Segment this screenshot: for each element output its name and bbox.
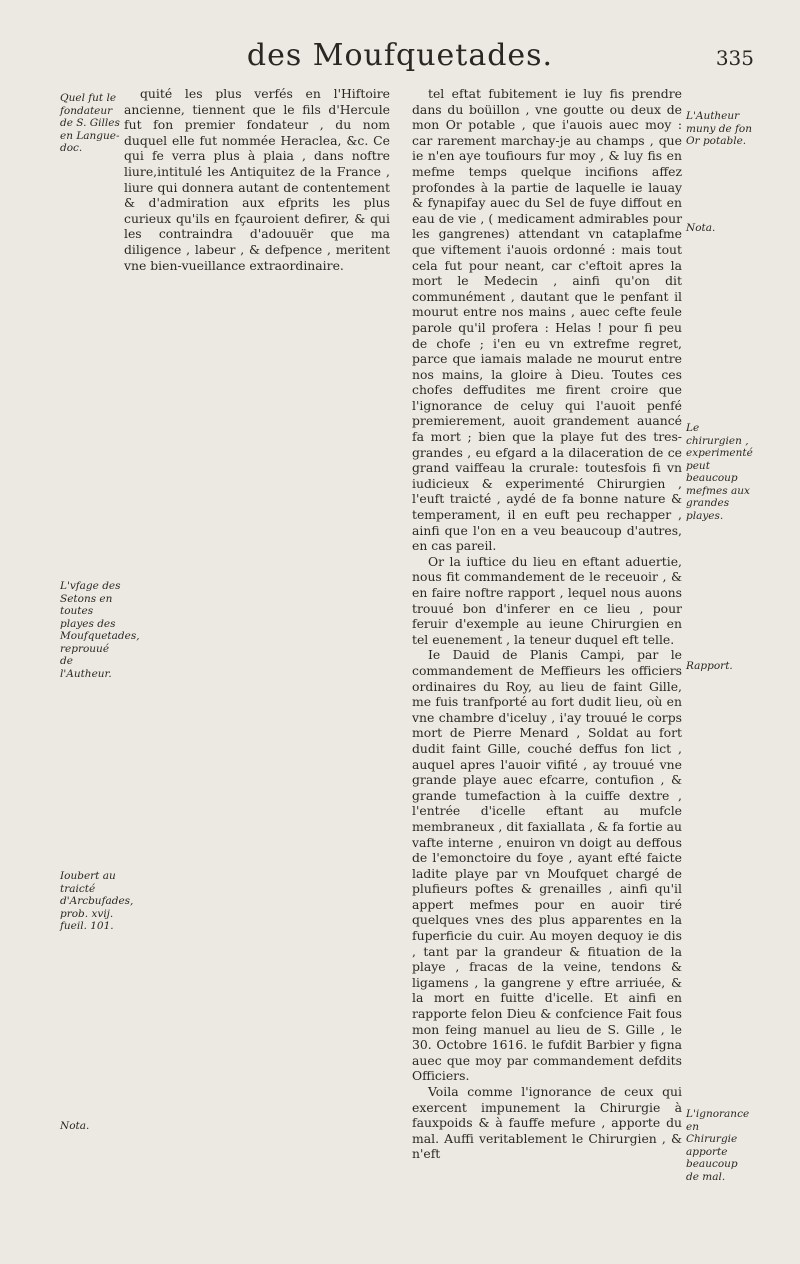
right-paragraph-3: Ie Dauid de Planis Campi, par le commandement de Meffieurs les officiers ordinaires du Roy, au lieu de faint Gille, me fuis tranfporté au fort dudit lieu, où en vne chambre d'iceluy , i'ay trouué le corps mort de Pierre Menard , Soldat au fort dudit faint Gille, couché deffus fon lict , auquel apres l'auoir vifité , ay trouué vne grande playe auec efcarre, contufion , & grande tumefaction à la cuiffe dextre , l'entrée d'icelle eftant au mufcle membraneux , dit faxiallata , & fa fortie au vafte interne , enuiron vn doigt au deffous de l'emonctoire du foye , ayant efté faicte ladite playe par vn Moufquet chargé de plufieurs poftes & grenailles , ainfi qu'il appert mefmes pour en auoir tiré quelques vnes des plus apparentes en la fuperficie du cuir. Au moyen dequoy ie dis , tant par la grandeur & fituation de la playe , fracas de la veine, tendons & ligamens , la gangrene y eftre arriuée, & la mort en fuitte d'icelle. Et ainfi en rapporte felon Dieu & confcience Fait fous mon feing manuel au lieu de S. Gille , le 30. Octobre 1616. le fufdit Barbier y figna auec que moy par commandement defdits Officiers. [412,647,682,1084]
margin-note-ignorance: L'ignorance en Chirurgie apporte beaucoup de mal. [686,1108,750,1183]
margin-note-nota-right: Nota. [686,222,716,234]
page-header [0,38,800,88]
page-number: 335 [715,46,754,70]
margin-note-chirurgien: Le chirurgien , experimenté peut beaucoup mefmes aux grandes playes. [686,422,753,522]
margin-note-setons: L'vfage des Setons en toutes playes des Moufquetades, reprouué de l'Autheur. [60,580,140,680]
left-column [124,86,390,273]
right-paragraph-2: Or la iuftice du lieu en eftant aduertie, nous fit commandement de le receuoir , & en faire noftre rapport , lequel nous auons trouué bon d'inferer en ce lieu , pour feruir d'exemple au ieune Chirurgien en tel euenement , la teneur duquel eft telle. [412,553,682,647]
margin-note-or-potable: L'Autheur muny de fon Or potable. [686,110,752,147]
running-title: des Moufquetades. [246,38,554,73]
margin-note-rapport: Rapport. [686,660,733,672]
margin-note-nota-left: Nota. [60,1120,90,1132]
left-paragraph-1: quité les plus verfés en l'Hiftoire ancienne, tiennent que le fils d'Hercule fut fon premier fondateur , du nom duquel elle fut nommée Heraclea, &c. Ce qui fe verra plus à plaia , dans noftre liure,intitulé les Antiquitez de la France , liure qui donnera autant de contentement & d'admiration aux efprits les plus curieux qu'ils en fçauroient defirer, & qui les contraindra d'adouuër que ma diligence , labeur , & defpence , meritent vne bien-vueillance extraordinaire. [124,86,390,273]
right-column [412,86,682,1162]
margin-note-founder: Quel fut le fondateur de S. Gilles en Langue-doc. [60,92,120,154]
margin-note-ioubert: Ioubert au traicté d'Arcbufades, prob. xvij. fueil. 101. [60,870,134,932]
right-paragraph-4: Voila comme l'ignorance de ceux qui exercent impunement la Chirurgie à fauxpoids & à fauffe mefure , apporte du mal. Auffi veritablement le Chirurgien , & n'eft [412,1084,682,1162]
right-paragraph-1: tel eftat fubitement ie luy fis prendre dans du boüillon , vne goutte ou deux de mon Or potable , que i'auois auec moy : car rarement marchay-je au champs , que ie n'en aye toufiours fur moy , & luy fis en mefme temps quelque incifions affez profondes à la partie de laquelle ie lauay & fynapifay auec du Sel de fuye diffout en eau de vie , ( medicament admirables pour les gangrenes) attendant vn cataplafme que viftement i'auois ordonné : mais tout cela fut pour neant, car c'eftoit apres la mort le Medecin , ainfi qu'on dit communément , dautant que le penfant il mourut entre nos mains , auec cefte feule parole qu'il profera : Helas ! pour fi peu de chofe ; i'en eu vn extrefme regret, parce que iamais malade ne mourut entre nos mains, la gloire à Dieu. Toutes ces chofes deffudites me firent croire que l'ignorance de celuy qui l'auoit penfé premierement, auoit grandement auancé fa mort ; bien que la playe fut des tres-grandes , eu efgard a la dilaceration de ce grand vaiffeau la crurale: toutesfois fi vn iudicieux & experimenté Chirurgien , l'euft traicté , aydé de fa bonne nature & temperament, il en euft peu rechapper , ainfi que l'on en a veu beaucoup d'autres, en cas pareil. [412,86,682,554]
